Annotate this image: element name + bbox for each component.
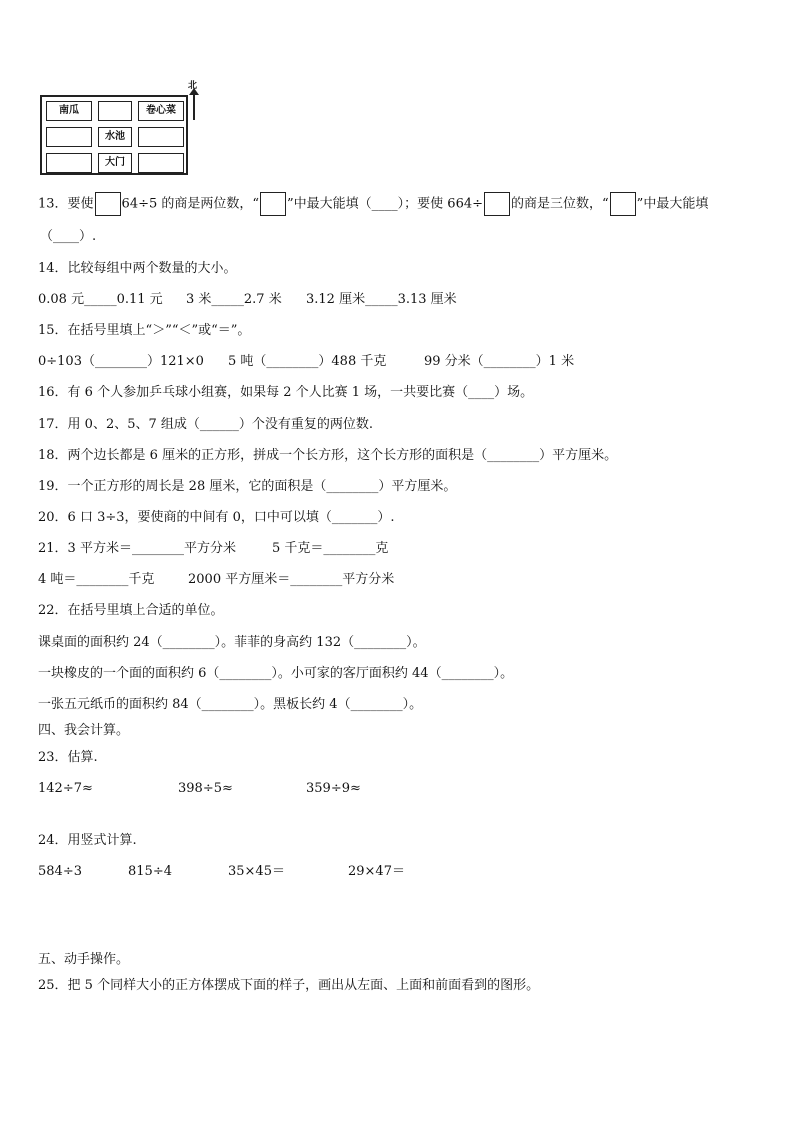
question-17: 17．用 0、2、5、7 组成（______）个没有重复的两位数. <box>38 417 374 432</box>
q13-line-2: （____）. <box>40 229 97 244</box>
q21-item-1: 21．3 平方米＝________平方分米 <box>38 541 236 556</box>
question-22-title: 22．在括号里填上合适的单位。 <box>38 603 224 618</box>
q14-item-2: 3 米_____2.7 米 <box>186 292 282 307</box>
map-cell-pond: 水池 <box>98 127 132 147</box>
map-cell-blank-5 <box>138 153 184 173</box>
section-5-heading: 五、动手操作。 <box>38 952 130 967</box>
question-20: 20．6 口 3÷3，要使商的中间有 0，口中可以填（_______）. <box>38 510 395 525</box>
q24-item-2: 815÷4 <box>128 864 172 879</box>
question-18: 18．两个边长都是 6 厘米的正方形，拼成一个长方形，这个长方形的面积是（________）平方厘米。 <box>38 448 618 463</box>
map-cell-blank-4 <box>46 153 92 173</box>
garden-map <box>40 95 188 175</box>
q21-item-2: 5 千克＝________克 <box>272 541 389 556</box>
q15-item-1: 0÷103（________）121×0 <box>38 354 204 369</box>
question-19: 19．一个正方形的周长是 28 厘米，它的面积是（________）平方厘米。 <box>38 479 457 494</box>
question-14-title: 14．比较每组中两个数量的大小。 <box>38 261 237 276</box>
north-arrow-icon <box>188 80 202 120</box>
q14-item-3: 3.12 厘米_____3.13 厘米 <box>306 292 457 307</box>
q13-blank-box-4[interactable] <box>610 192 636 216</box>
q13-blank-box-3[interactable] <box>484 192 510 216</box>
q23-item-2: 398÷5≈ <box>178 781 233 796</box>
question-13 <box>38 192 708 216</box>
section-4-heading: 四、我会计算。 <box>38 723 130 738</box>
question-24-title: 24．用竖式计算. <box>38 833 137 848</box>
q13-text-5: ”中最大能填 <box>636 196 709 212</box>
question-15-title: 15．在括号里填上“＞”“＜”或“＝”。 <box>38 323 251 338</box>
q13-blank-box-1[interactable] <box>95 192 121 216</box>
q24-item-3: 35×45＝ <box>228 864 285 879</box>
q23-item-1: 142÷7≈ <box>38 781 93 796</box>
question-16: 16．有 6 个人参加乒乓球小组赛，如果每 2 个人比赛 1 场，一共要比赛（____）场。 <box>38 385 534 400</box>
question-23-title: 23．估算. <box>38 750 98 765</box>
q13-text-3: ”中最大能填（____）；要使 664÷ <box>287 196 484 212</box>
q22-line-2: 一块橡皮的一个面的面积约 6（________）。小可家的客厅面积约 44（________）。 <box>38 666 514 681</box>
q21-item-3: 4 吨＝________千克 <box>38 572 155 587</box>
q15-item-2: 5 吨（________）488 千克 <box>228 354 387 369</box>
map-cell-cabbage: 卷心菜 <box>138 101 184 121</box>
q13-blank-box-2[interactable] <box>260 192 286 216</box>
q24-item-4: 29×47＝ <box>348 864 405 879</box>
north-label: 北 <box>188 81 198 91</box>
map-cell-pumpkin: 南瓜 <box>46 101 92 121</box>
map-cell-gate: 大门 <box>98 153 132 173</box>
question-25: 25．把 5 个同样大小的正方体摆成下面的样子，画出从左面、上面和前面看到的图形。 <box>38 978 540 993</box>
q22-line-1: 课桌面的面积约 24（________）。菲菲的身高约 132（________）。 <box>38 635 426 650</box>
q23-item-3: 359÷9≈ <box>306 781 361 796</box>
q13-text-4: 的商是三位数，“ <box>511 196 609 212</box>
q21-item-4: 2000 平方厘米＝________平方分米 <box>188 572 395 587</box>
q13-text-2: 64÷5 的商是两位数，“ <box>121 196 260 212</box>
q13-text-1: 13．要使 <box>38 196 94 212</box>
q22-line-3: 一张五元纸币的面积约 84（________）。黑板长约 4（________）。 <box>38 697 423 712</box>
q15-item-3: 99 分米（________）1 米 <box>424 354 575 369</box>
map-cell-blank-1 <box>98 101 132 121</box>
map-cell-blank-3 <box>138 127 184 147</box>
q24-item-1: 584÷3 <box>38 864 82 879</box>
q14-item-1: 0.08 元_____0.11 元 <box>38 292 163 307</box>
map-cell-blank-2 <box>46 127 92 147</box>
